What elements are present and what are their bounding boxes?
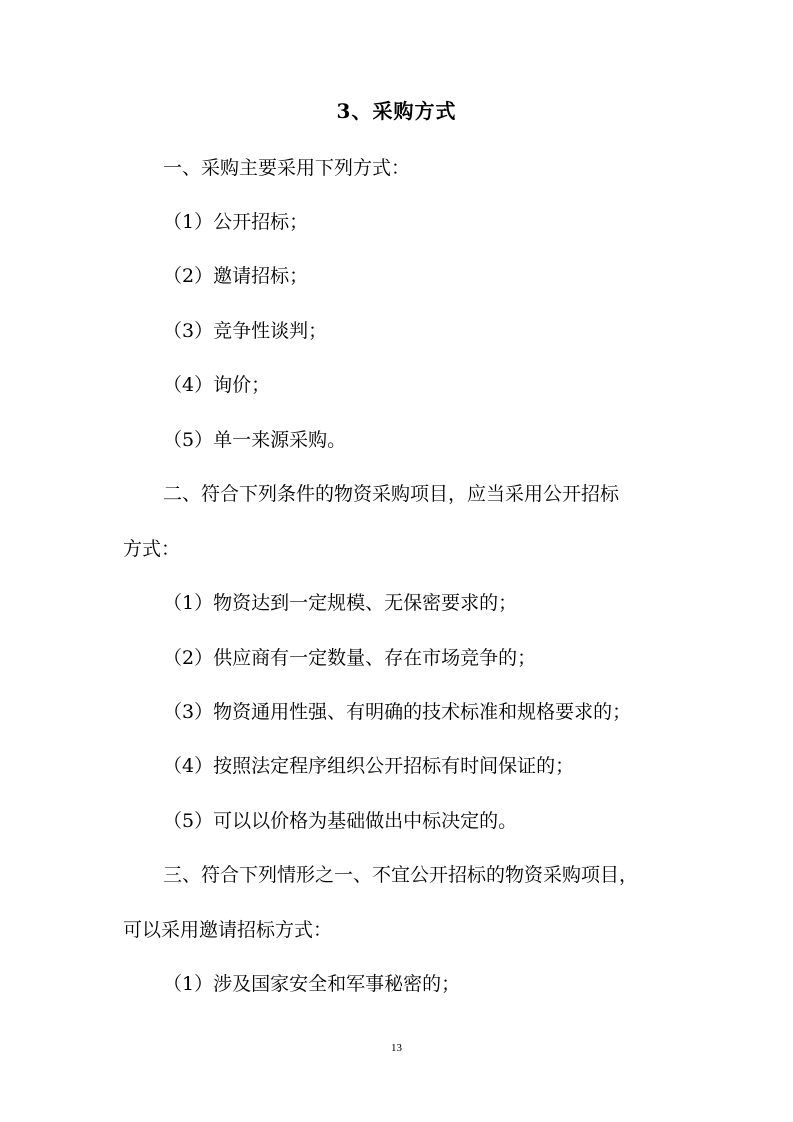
page-number: 13 [391, 1042, 402, 1054]
list-item: （1）涉及国家安全和军事秘密的； [163, 973, 461, 995]
list-item: （1）物资达到一定规模、无保密要求的； [163, 592, 518, 614]
paragraph-line: 一、采购主要采用下列方式： [163, 157, 411, 179]
paragraph-line: 方式： [123, 538, 181, 560]
list-item: （3）物资通用性强、有明确的技术标准和规格要求的； [163, 701, 632, 723]
paragraph-line: 三、符合下列情形之一、不宜公开招标的物资采购项目， [163, 864, 639, 886]
list-item: （4）按照法定程序组织公开招标有时间保证的； [163, 755, 575, 777]
list-item: （1）公开招标； [163, 211, 309, 233]
section-title: 3、采购方式 [336, 99, 457, 123]
list-item: （5）单一来源采购。 [163, 429, 347, 451]
list-item: （2）供应商有一定数量、存在市场竞争的； [163, 647, 537, 669]
list-item: （4）询价； [163, 374, 271, 396]
paragraph-line: 二、符合下列条件的物资采购项目，应当采用公开招标 [163, 483, 620, 505]
list-item: （2）邀请招标； [163, 265, 309, 287]
paragraph-line: 可以采用邀请招标方式： [123, 919, 333, 941]
list-item: （5）可以以价格为基础做出中标决定的。 [163, 810, 518, 832]
list-item: （3）竞争性谈判； [163, 320, 328, 342]
